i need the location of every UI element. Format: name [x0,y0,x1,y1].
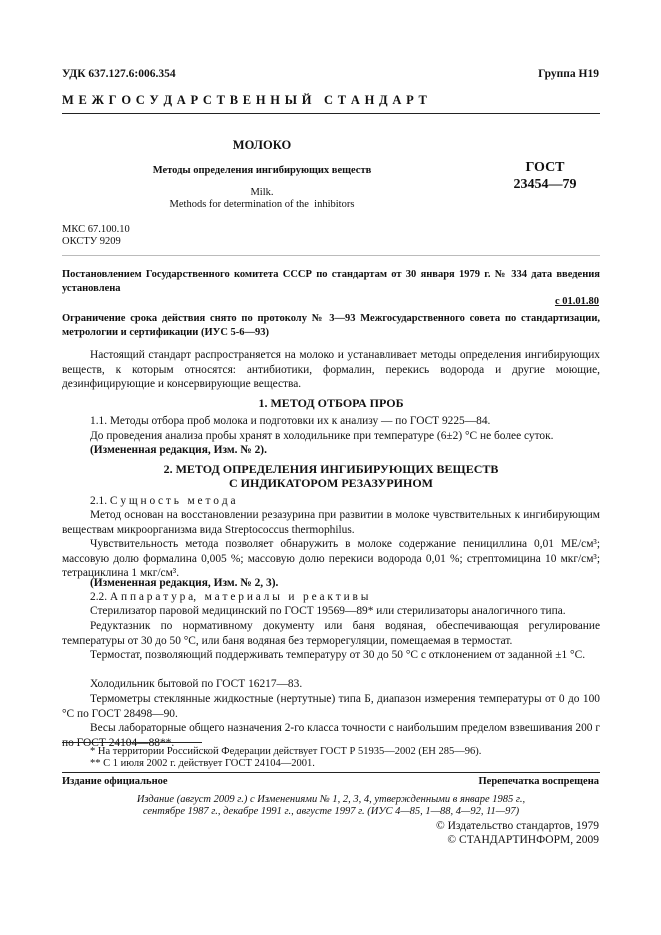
gost-label: ГОСТ [525,160,565,175]
official-edition-label: Издание официальное [62,776,168,787]
edition-note-line2: сентябре 1987 г., декабре 1991 г., августе 1997 г. (ИУС 4—85, 1—88, 4—92, 11—97) [142,806,520,817]
reprint-prohibited-label: Перепечатка воспрещена [478,776,599,787]
limitation-text: Ограничение срока действия снято по протоколу № 3—93 Межгосударственного совета по стандартизации, метрологии и сертификации (ИУС 5-6—93) [62,313,600,338]
equipment-item-1: Стерилизатор паровой медицинский по ГОСТ 19569—89* или стерилизаторы аналогичного типа. [90,605,566,617]
intro-paragraph: Настоящий стандарт распространяется на молоко и устанавливает методы определения ингибирующих веществ, к которым относятся: антибиотики, формалин, перекись водорода и другие моющие, дезинфицирующие и консервирующие вещества. [62,349,600,391]
group-code: Группа Н19 [538,68,599,80]
section1-p2: До проведения анализа пробы хранят в холодильнике при температуре (6±2) °С не более суток. [90,430,554,442]
gost-number: 23454—79 [513,177,577,192]
section2-heading-line2: С ИНДИКАТОРОМ РЕЗАЗУРИНОМ [228,476,434,490]
equipment-item-3: Термостат, позволяющий поддерживать температуру от 30 до 50 °С с отклонением от заданной ±1 °С. [90,649,586,661]
decree-text: Постановлением Государственного комитета СССР по стандартам от 30 января 1979 г. № 334 дата введения установлена [62,269,600,294]
document-subtitle: Методы определения ингибирующих веществ [152,165,372,176]
footnote-rule [62,742,202,743]
header-rule [62,113,600,114]
okstu-code: ОКСТУ 9209 [62,236,121,247]
equipment-item-5: Термометры стеклянные жидкостные (нертутные) типа Б, диапазон измерения температуры от 0 до 100 °С по ГОСТ 28498—90. [62,693,600,720]
section1-p1: 1.1. Методы отбора проб молока и подготовки их к анализу — по ГОСТ 9225—84. [90,415,491,427]
codes-rule [62,255,600,256]
section2-1-text: Метод основан на восстановлении резазурина при развитии в молоке чувствительных к ингибирующим веществам микроорганизма вида Streptococcus thermophilus. [62,509,600,536]
edition-note-line1: Издание (август 2009 г.) с Изменениями № 1, 2, 3, 4, утвержденными в январе 1985 г., [136,794,526,805]
copyright-1979: © Издательство стандартов, 1979 [435,820,599,832]
footer-rule [62,772,600,773]
section2-edit-note: (Измененная редакция, Изм. № 2, 3). [90,577,279,589]
footnote-1: * На территории Российской Федерации действует ГОСТ Р 51935—2002 (ЕН 285—96). [90,746,482,757]
footnote-2: ** С 1 июля 2002 г. действует ГОСТ 24104—2001. [90,758,315,769]
section1-heading: 1. МЕТОД ОТБОРА ПРОБ [258,396,404,410]
mks-code: МКС 67.100.10 [62,224,130,235]
effective-date: с 01.01.80 [554,296,599,307]
equipment-item-2: Редуктазник по нормативному документу или баня водяная, обеспечивающая регулирование температуры от 30 до 50 °С, или баня водяная без терморегуляции, помещаемая в термостат. [62,620,600,647]
english-title-line1: Milk. [250,187,274,198]
equipment-item-4: Холодильник бытовой по ГОСТ 16217—83. [90,678,303,690]
section2-heading-line1: 2. МЕТОД ОПРЕДЕЛЕНИЯ ИНГИБИРУЮЩИХ ВЕЩЕСТВ [163,462,499,476]
udk-code: УДК 637.127.6:006.354 [62,68,176,80]
standard-banner: М Е Ж Г О С У Д А Р С Т В Е Н Н Ы Й С Т А Н Д А Р Т [62,93,428,107]
sensitivity-paragraph: Чувствительность метода позволяет обнаружить в молоке содержание пенициллина 0,01 МЕ/см³; массовую долю формалина 0,005 %; массовую долю перекиси водорода 0,01 %; стрептомицина 10 мкг/см³; тетрациклина 1 мкг/см³. [62,538,600,580]
equipment-item-6: Весы лабораторные общего назначения 2-го класса точности с наибольшим пределом взвешивания 200 г по ГОСТ 24104—88**. [62,722,600,749]
section2-2-title: 2.2. А п п а р а т у р а, м а т е р и а л ы и р е а к т и в ы [90,591,369,603]
english-title-line2: Methods for determination of the inhibitors [169,199,355,210]
document-title: МОЛОКО [232,138,292,152]
copyright-2009: © СТАНДАРТИНФОРМ, 2009 [447,834,599,846]
section2-1-title: 2.1. С у щ н о с т ь м е т о д а [90,495,236,507]
section1-edit-note: (Измененная редакция, Изм. № 2). [90,444,267,456]
